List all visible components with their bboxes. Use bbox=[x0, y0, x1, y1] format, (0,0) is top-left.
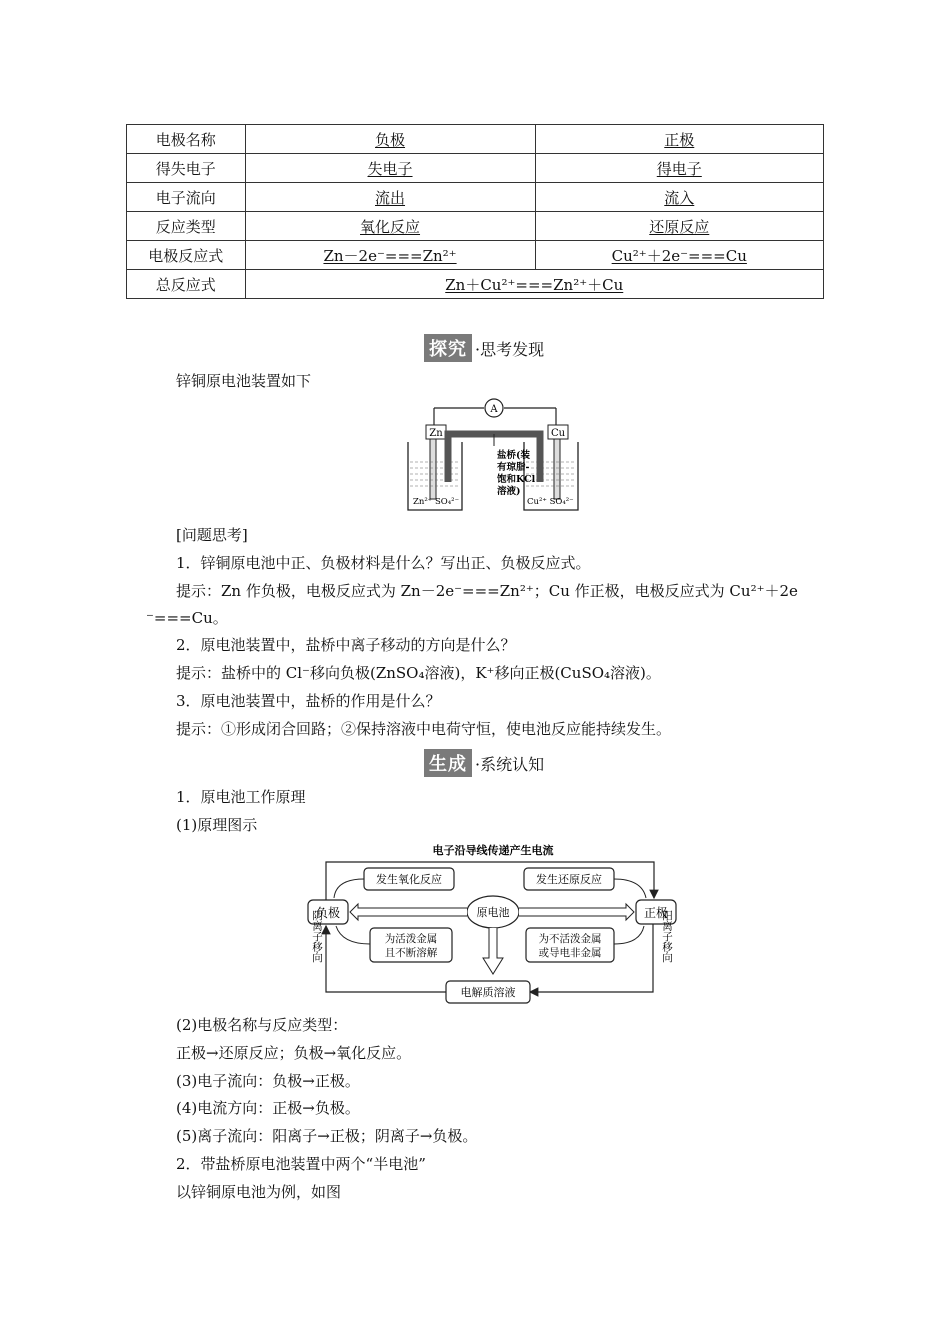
bridge-label-3: 饱和KCl bbox=[497, 474, 536, 485]
row-label: 得失电子 bbox=[127, 154, 246, 183]
row-label: 电极名称 bbox=[127, 125, 246, 154]
neg-cell: 负极 bbox=[375, 130, 406, 149]
question-3: 3．原电池装置中，盐桥的作用是什么？ bbox=[176, 692, 441, 710]
diagram-center: 原电池 bbox=[476, 906, 510, 919]
ammeter-label: A bbox=[490, 404, 498, 415]
generate-tag: 生成 bbox=[424, 749, 472, 777]
row-label: 反应类型 bbox=[127, 212, 246, 241]
diagram-active-1: 为活泼金属 bbox=[384, 933, 438, 945]
generate-banner bbox=[424, 750, 544, 776]
left-solution-label: Zn²⁺ SO₄²⁻ bbox=[413, 497, 460, 507]
diagram-red: 发生还原反应 bbox=[536, 873, 602, 886]
half-cell-intro: 以锌铜原电池为例，如图 bbox=[176, 1183, 342, 1201]
pos-cell: 得电子 bbox=[656, 159, 702, 178]
question-1: 1．锌铜原电池中正、负极材料是什么？写出正、负极反应式。 bbox=[176, 554, 591, 572]
electrode-types-detail: 正极→还原反应；负极→氧化反应。 bbox=[176, 1044, 412, 1062]
diagram-anion: 阴离子移向 bbox=[311, 909, 323, 963]
half-cell-heading: 2．带盐桥原电池装置中两个“半电池” bbox=[176, 1155, 426, 1173]
bridge-label-1: 盐桥(装 bbox=[497, 450, 530, 461]
table-row bbox=[127, 183, 824, 212]
answer-3: 提示：①形成闭合回路；②保持溶液中电荷守恒，使电池反应能持续发生。 bbox=[176, 720, 672, 738]
table-row bbox=[127, 212, 824, 241]
table-row bbox=[127, 241, 824, 270]
neg-cell: 流出 bbox=[375, 188, 406, 207]
row-label: 总反应式 bbox=[127, 270, 246, 299]
electrode-table bbox=[126, 124, 824, 299]
question-2: 2．原电池装置中，盐桥中离子移动的方向是什么？ bbox=[176, 636, 516, 654]
diagram-neg: 负极 bbox=[315, 906, 341, 920]
questions-header: [问题思考] bbox=[176, 526, 248, 544]
generate-title: ·系统认知 bbox=[475, 754, 545, 774]
current-direction: (4)电流方向：正极→负极。 bbox=[176, 1099, 360, 1117]
zn-cu-cell-figure bbox=[400, 398, 580, 516]
diagram-pos: 正极 bbox=[643, 906, 669, 920]
electron-flow: (3)电子流向：负极→正极。 bbox=[176, 1072, 360, 1090]
diagram-cation: 阳离子移向 bbox=[661, 909, 673, 963]
answer-2: 提示：盐桥中的 Cl⁻移向负极(ZnSO₄溶液)，K⁺移向正极(CuSO₄溶液)。 bbox=[176, 664, 661, 682]
cu-electrode bbox=[554, 439, 560, 499]
row-label: 电子流向 bbox=[127, 183, 246, 212]
neg-cell: 氧化反应 bbox=[360, 217, 421, 236]
electrode-types-heading: (2)电极名称与反应类型： bbox=[176, 1016, 348, 1034]
zn-electrode bbox=[430, 439, 436, 499]
neg-cell: 失电子 bbox=[367, 159, 413, 178]
explore-title: ·思考发现 bbox=[475, 339, 545, 359]
diagram-top-label: 电子沿导线传递产生电流 bbox=[432, 844, 554, 857]
answer-1-line1: 提示：Zn 作负极，电极反应式为 Zn－2e⁻===Zn²⁺；Cu 作正极，电极反应式为 Cu²⁺＋2e bbox=[176, 582, 798, 600]
answer-1-line2: ⁻===Cu。 bbox=[146, 609, 228, 627]
pos-cell: 还原反应 bbox=[649, 217, 710, 236]
neg-equation: Zn－2e⁻===Zn²⁺ bbox=[323, 246, 457, 265]
row-label: 电极反应式 bbox=[127, 241, 246, 270]
cu-label: Cu bbox=[550, 428, 566, 439]
diagram-ox: 发生氧化反应 bbox=[376, 873, 442, 886]
diagram-inactive-2: 或导电非金属 bbox=[538, 947, 602, 959]
zn-label: Zn bbox=[429, 428, 443, 439]
bridge-label-4: 溶液) bbox=[497, 486, 521, 497]
explore-intro: 锌铜原电池装置如下 bbox=[176, 372, 312, 390]
pos-cell: 流入 bbox=[664, 188, 695, 207]
explore-tag: 探究 bbox=[424, 334, 472, 362]
table-row bbox=[127, 125, 824, 154]
total-equation: Zn＋Cu²⁺===Zn²⁺＋Cu bbox=[445, 275, 624, 294]
principle-diagram-caption: (1)原理图示 bbox=[176, 816, 258, 834]
principle-diagram bbox=[306, 840, 680, 1008]
explore-banner bbox=[424, 335, 544, 361]
right-solution-label: Cu²⁺ SO₄²⁻ bbox=[527, 497, 574, 507]
pos-equation: Cu²⁺＋2e⁻===Cu bbox=[611, 246, 747, 265]
diagram-active-2: 且不断溶解 bbox=[384, 947, 438, 959]
bridge-label-2: 有琼脂- bbox=[497, 462, 530, 473]
diagram-inactive-1: 为不活泼金属 bbox=[538, 933, 602, 945]
section-principle: 1．原电池工作原理 bbox=[176, 788, 306, 806]
pos-cell: 正极 bbox=[664, 130, 695, 149]
table-row bbox=[127, 270, 824, 299]
ion-flow: (5)离子流向：阳离子→正极；阴离子→负极。 bbox=[176, 1127, 478, 1145]
diagram-electrolyte: 电解质溶液 bbox=[460, 986, 516, 999]
table-row bbox=[127, 154, 824, 183]
